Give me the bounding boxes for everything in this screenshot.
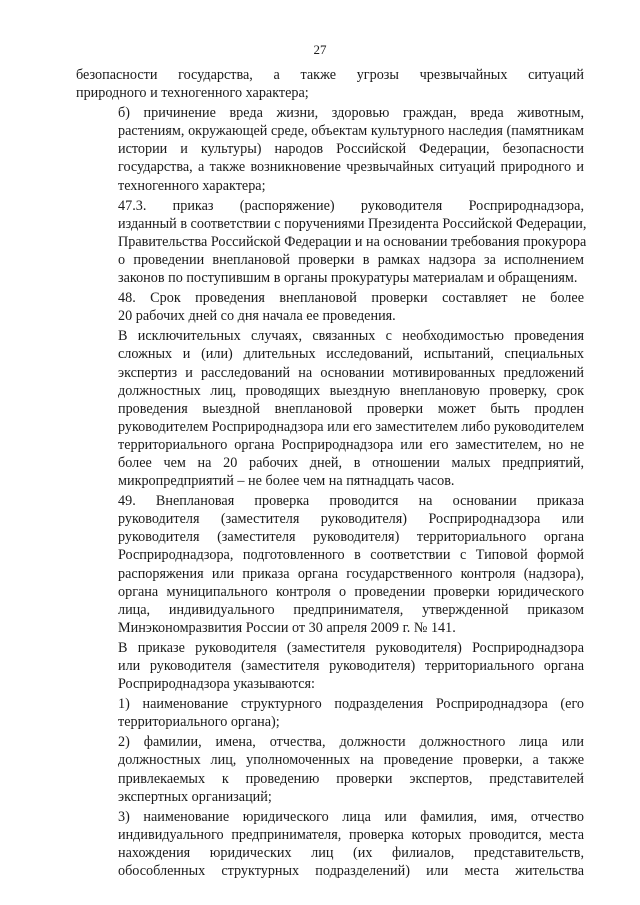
text-line: В приказе руководителя (заместителя руководителя) Росприроднадзора	[118, 639, 584, 656]
text-line: 2) фамилии, имена, отчества, должности должностного лица или	[118, 734, 584, 751]
paragraph-49	[76, 492, 584, 637]
text-line: сложных и (или) длительных исследований, испытаний, специальных	[118, 346, 584, 363]
text-line: органа муниципального контроля о проведении проверки юридического	[118, 583, 584, 600]
document-body	[76, 66, 587, 882]
text-line: безопасности государства, а также угрозы чрезвычайных ситуаций	[76, 67, 584, 83]
text-line: 3) наименование юридического лица или фамилия, имя, отчество	[118, 808, 584, 825]
text-line: 48. Срок проведения внеплановой проверки составляет не более	[118, 290, 584, 307]
paragraph-exceptional-cases	[76, 327, 584, 490]
page-number: 27	[313, 42, 327, 57]
text-line: Росприроднадзора, подготовленного в соответствии с Типовой формой	[118, 547, 584, 564]
text-line: 47.3. приказ (распоряжение) руководителя Росприроднадзора,	[118, 197, 584, 214]
text-line: Минэкономразвития России от 30 апреля 2009 г. № 141.	[118, 619, 456, 636]
paragraph-order-contents	[76, 639, 584, 693]
text-line: 1) наименование структурного подразделения Росприроднадзора (его	[118, 696, 584, 713]
paragraph-47-3	[76, 197, 587, 287]
text-line: Росприроднадзора указываются:	[118, 676, 315, 693]
text-line: нахождения юридических лиц (их филиалов, представительств,	[118, 844, 584, 861]
text-line: должностных лиц, проводящих выездную внеплановую проверку, срок	[118, 382, 584, 399]
text-line: лица, индивидуального предпринимателя, утвержденной приказом	[118, 601, 584, 618]
text-line: руководителя (заместителя руководителя) Росприроднадзора или	[118, 511, 584, 528]
text-line: 20 рабочих дней со дня начала ее проведения.	[118, 308, 396, 325]
text-line: или руководителя (заместителя руководителя) территориального органа	[118, 658, 584, 674]
text-line: индивидуального предпринимателя, проверка которых проводится, места	[118, 826, 584, 843]
paragraph-item-b	[76, 104, 584, 194]
text-line: законов по поступившим в органы прокуратуры материалам и обращениям.	[118, 270, 578, 287]
text-line: экспертных организаций;	[118, 788, 272, 805]
text-line: В исключительных случаях, связанных с необходимостью проведения	[118, 328, 584, 345]
text-line: распоряжения или приказа органа государственного контроля (надзора),	[118, 565, 584, 582]
text-line: природного и техногенного характера;	[76, 85, 309, 102]
text-line: должностных лиц, уполномоченных на проведение проверки, а также	[118, 752, 584, 769]
text-line: микропредприятий – не более чем на пятнадцать часов.	[118, 473, 455, 490]
text-line: руководителя (заместителя руководителя) территориального органа	[118, 529, 584, 546]
text-line: экспертиз и расследований на основании мотивированных предложений	[118, 364, 584, 381]
text-line: о проведении внеплановой проверки в рамках надзора за исполнением	[118, 251, 584, 268]
text-line: 49. Внеплановая проверка проводится на основании приказа	[118, 493, 584, 510]
text-line: руководителем Росприроднадзора или его заместителем либо руководителем	[118, 418, 585, 435]
text-line: изданный в соответствии с поручениями Президента Российской Федерации,	[118, 215, 587, 232]
text-line: территориального органа);	[118, 714, 280, 731]
text-line: более чем на 20 рабочих дней, в отношении малых предприятий,	[118, 454, 584, 471]
text-line: истории и культуры) народов Российской Федерации, безопасности	[118, 141, 584, 158]
paragraph-continuation	[76, 66, 584, 102]
text-line: б) причинение вреда жизни, здоровью граждан, вреда животным,	[118, 105, 584, 122]
text-line: обособленных структурных подразделений) или места жительства	[118, 863, 584, 880]
text-line: проведения выездной внеплановой проверки может быть продлен	[118, 400, 584, 417]
text-line: привлекаемых к проведению проверки экспертов, представителей	[118, 770, 584, 787]
text-line: территориального органа Росприроднадзора или его заместителем, но не	[118, 436, 584, 453]
paragraph-48	[76, 289, 584, 325]
text-line: государства, а также возникновение чрезвычайных ситуаций природного и	[118, 159, 584, 176]
paragraph-item-1	[76, 695, 584, 731]
text-line: растениям, окружающей среде, объектам культурного наследия (памятникам	[118, 123, 584, 140]
paragraph-item-3	[76, 808, 584, 880]
text-line: техногенного характера;	[118, 177, 266, 194]
text-line: Правительства Российской Федерации и на основании требования прокурора	[118, 233, 587, 250]
paragraph-item-2	[76, 733, 584, 805]
